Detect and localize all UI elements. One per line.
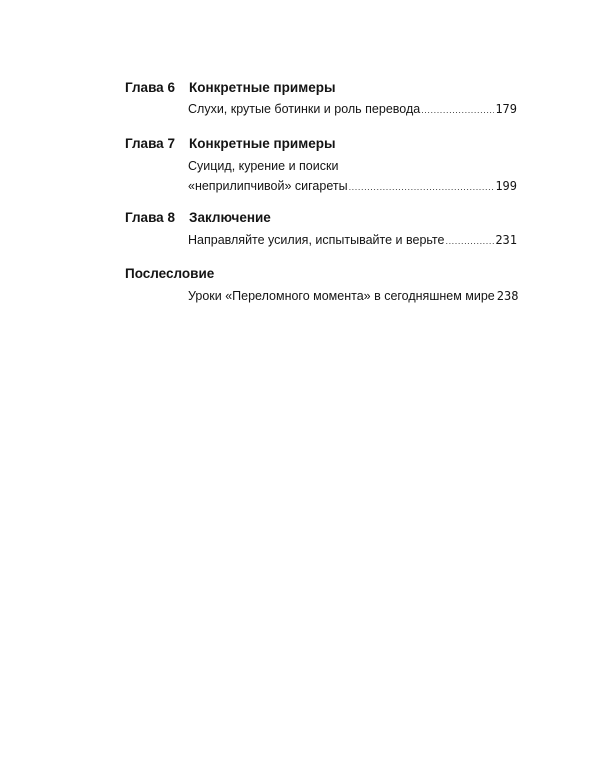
chapter-heading [125, 136, 517, 152]
chapter-heading [125, 80, 517, 96]
toc-entry[interactable] [188, 158, 517, 195]
toc-entry-text: Слухи, крутые ботинки и роль перевода [188, 102, 421, 116]
toc-entry[interactable] [188, 101, 517, 118]
toc-entry-line [188, 101, 517, 118]
toc-section-chapter-6 [125, 80, 517, 118]
toc-section-chapter-8 [125, 210, 517, 249]
dot-leader [421, 102, 494, 118]
toc-section-chapter-7 [125, 136, 517, 195]
chapter-number: Глава 6 [125, 80, 175, 95]
toc-entry-text-line1: Суицид, курение и поиски [188, 159, 339, 173]
toc-entry-text: Направляйте усилия, испытывайте и верьте [188, 233, 445, 247]
dot-leader [445, 233, 494, 249]
chapter-number: Глава 8 [125, 210, 175, 225]
chapter-title: Заключение [189, 210, 271, 225]
chapter-title: Конкретные примеры [189, 136, 336, 151]
afterword-title: Послесловие [125, 266, 215, 281]
toc-entry-text: Уроки «Переломного момента» в сегодняшнем мире [188, 289, 495, 303]
toc-entry[interactable] [188, 288, 517, 305]
toc-entry-line [188, 288, 517, 305]
page-number: 179 [495, 102, 517, 116]
toc-entry-text: «неприлипчивой» сигареты [188, 179, 348, 193]
page-number: 238 [496, 289, 519, 303]
toc-entry[interactable] [188, 232, 517, 249]
toc-entry-line [188, 178, 517, 195]
page-number: 231 [495, 233, 517, 247]
toc-entry-line [188, 232, 517, 249]
afterword-heading [125, 266, 517, 282]
toc-section-afterword [125, 266, 517, 305]
page-number: 199 [495, 179, 517, 193]
dot-leader [349, 179, 495, 195]
chapter-title: Конкретные примеры [189, 80, 336, 95]
chapter-heading [125, 210, 517, 226]
chapter-number: Глава 7 [125, 136, 175, 151]
